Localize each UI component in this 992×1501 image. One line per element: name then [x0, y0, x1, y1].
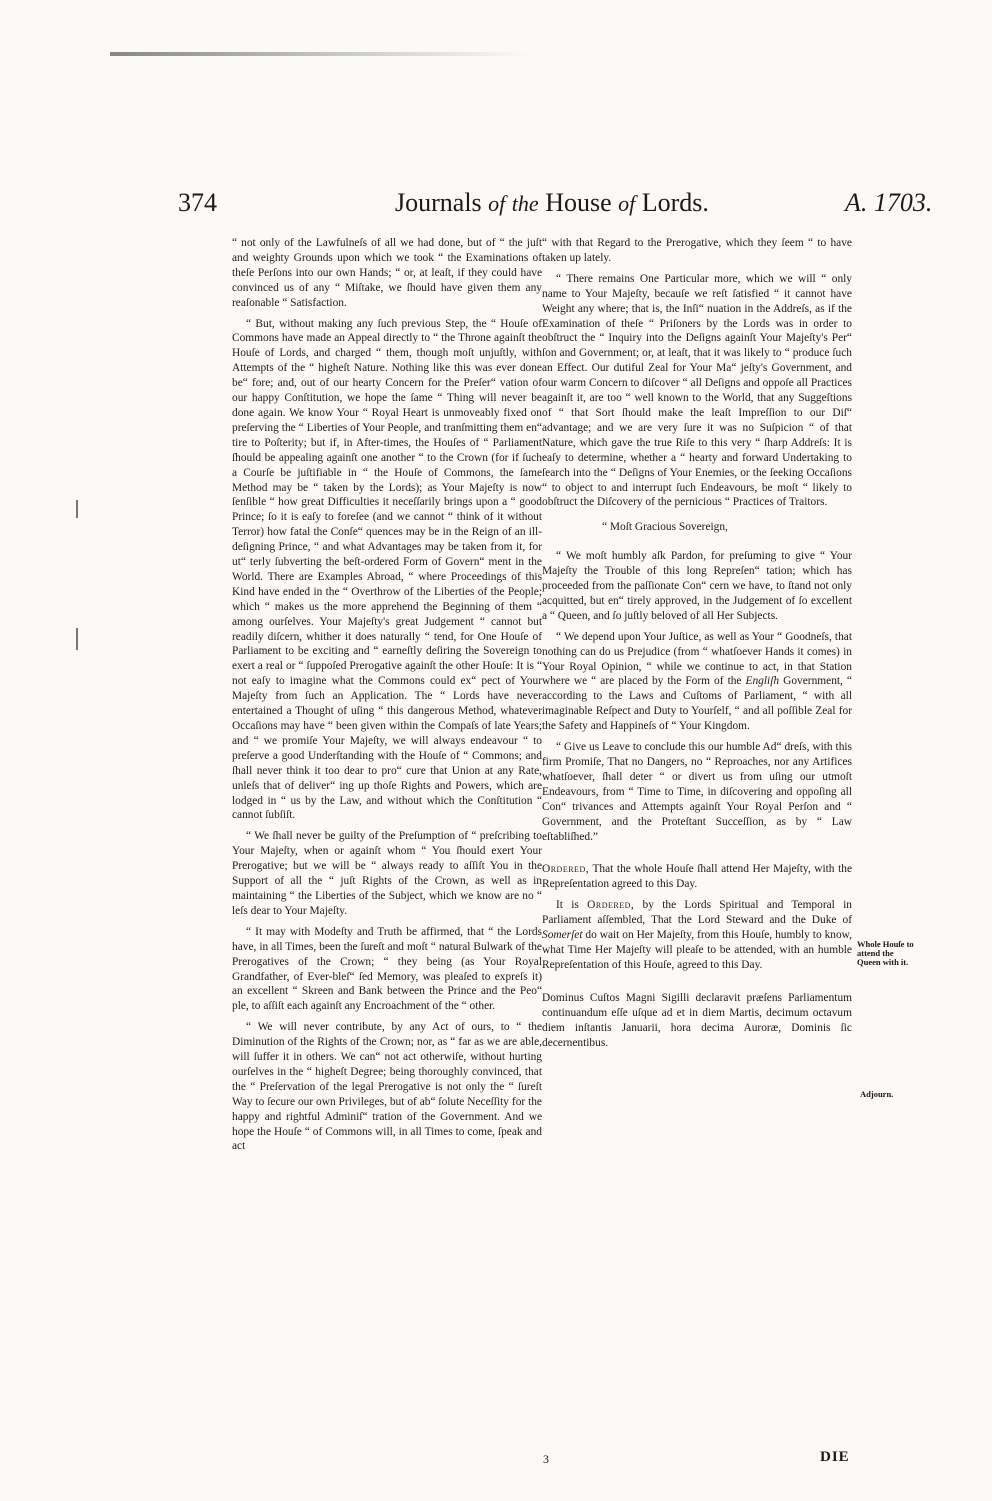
salutation: “ Moſt Gracious Sovereign,	[602, 521, 728, 534]
order-attend: Ordered, That the whole Houſe ſhall attend Her Majeſty, with the Repreſentation agreed to this Day.	[542, 863, 852, 891]
paragraph: “ We will never contribute, by any Act of ours, to “ the Diminution of the Rights of the Crown; nor, as “ far as we are able, will ſuffer it in others. We can“ not act otherwiſe, without hurting ourſelves in the “ higheſt Degree; being thoroughly convinced, that the “ Preſervation of the legal Prerogative is not only the “ ſureſt Way to ſecure our own Privileges, but of ab“ ſolute Neceſſity for the happy and rightful Adminiſ“ tration of the Government. And we hope the Houſe “ of Commons will, in all Times to come, ſpeak and act	[232, 1021, 542, 1153]
paragraph: “ There remains One Particular more, which we will “ only name to Your Majeſty, becauſe we reſt ſatisfied “ it cannot have Weight any where; that is, the Inſi“ nuation in the Addreſs, as if the Examination of theſe “ Priſoners by the Lords was in order to obſtruct the “ Inquiry into the Deſigns againſt Your Majeſty's Per“ ſon and Government; or, at leaſt, that it was likely to “ produce ſuch an Effect. Our dutiful Zeal for Your Ma“ jeſty's Government, and our warm Concern to diſcover “ all Deſigns and oppoſe all Practices againſt it, are too “ well known to the World, that any Suggeſtions of “ that Sort ſhould make the leaſt Impreſſion to our Diſ“ advantage; and we are very ſure it was no Suſpicion “ of that Nature, which gave the true Riſe to this very “ ſharp Addreſs: It is eaſy to determine, whether a “ hearty and forward Undertaking to ſearch into the “ Deſigns of Your Enemies, or the ſeeking Occaſions “ to object to and interrupt ſuch Endeavours, be moſt “ likely to obſtruct the Diſcovery of the pernicious “ Practices of Traitors.	[542, 272, 852, 509]
page-number: 374	[178, 188, 217, 217]
running-title: Journals of the House of Lords.	[395, 188, 709, 217]
scan-edge-mark	[76, 500, 78, 518]
order-wait: It is Ordered, by the Lords Spiritual and Temporal in Parliament aſſembled, That the Lord Steward and the Duke of Somerſet do wait on Her Majeſty, from this Houſe, humbly to know, what Time Her Majeſty will pleaſe to be attended, with an humble Repreſentation of this Houſe, agreed to this Day.	[542, 899, 852, 971]
paragraph: “ It may with Modeſty and Truth be affirmed, that “ the Lords have, in all Times, been the ſureſt and moſt “ natural Bulwark of the Prerogatives of the Crown; “ they being (as Your Royal Grandfather, of Ever-bleſ“ ſed Memory, was pleaſed to expreſs it) an excellent “ Skreen and Bank between the Prince and the Peo“ ple, to aſſiſt each againſt any Encroachment of the “ other.	[232, 925, 542, 1013]
paragraph: “ We ſhall never be guilty of the Preſumption of “ preſcribing to Your Majeſty, when or againſt whom “ You ſhould exert Your Prerogative; but we will be “ always ready to aſſiſt You in the Support of all the “ juſt Rights of the Crown, as well as in maintaining “ the Liberties of the Subject, which we know are no “ leſs dear to Your Majeſty.	[232, 830, 542, 917]
paragraph: “ Give us Leave to conclude this our humble Ad“ dreſs, with this firm Promiſe, That no Dangers, no “ Reproaches, nor any Artifices whatſoever, ſhall deter “ or divert us from uſing our utmoſt Endeavours, from “ Time to Time, in diſcovering and oppoſing all Con“ trivances and Attempts againſt Your Royal Perſon and “ Government, and the Proteſtant Succeſſion, as by “ Law eſtabliſhed.”	[542, 741, 852, 843]
adjournment: Dominus Cuſtos Magni Sigilli declaravit præſens Parliamentum continuandum eſſe uſque ad et in diem Martis, decimum octavum diem inſtantis Januarii, hora decima Auroræ, Dominis ſic decernentibus.	[542, 991, 852, 1049]
signature-mark: 3	[543, 1452, 549, 1466]
margin-note-adjourn: Adjourn.	[860, 1089, 894, 1099]
paragraph: “ not only of the Lawfulneſs of all we had done, but of “ the juſt and weighty Grounds upon which we took “ the Examinations of theſe Perſons into our own Hands; “ or, at leaſt, if they could have convinced us of any “ Miſtake, we ſhould have given them any reaſonable “ Satisfaction.	[232, 237, 542, 309]
scan-edge-mark	[76, 628, 78, 650]
paragraph: “ We moſt humbly aſk Pardon, for preſuming to give “ Your Majeſty the Trouble of this long Repreſen“ tation; which has proceeded from the paſſionate Con“ cern we have, to ſtand not only acquitted, but en“ tirely approved, in the Judgement of ſo excellent a “ Queen, and ſo juſtly beloved of all Her Subjects.	[542, 550, 852, 622]
catchword: DIE	[820, 1449, 850, 1465]
paragraph: “ with that Regard to the Prerogative, which they ſeem “ to have taken up lately.	[542, 237, 852, 264]
scan-artifact	[110, 52, 530, 56]
year: A. 1703.	[845, 188, 933, 217]
right-column	[542, 236, 852, 1056]
margin-note-whole-house: Whole Houſe to attend the Queen with it.	[857, 939, 914, 967]
paragraph: “ We depend upon Your Juſtice, as well as Your “ Goodneſs, that nothing can do us Prejudice (from “ whatſoever Hands it comes) in Your Royal Opinion, “ while we continue to act, in that Station where we “ are placed by the Form of the Engliſh Government, “ according to the Laws and Cuſtoms of Parliament, “ with all imaginable Reſpect and Duty to Yourſelf, “ and all poſſible Zeal for the Safety and Happineſs of “ Your Kingdom.	[542, 630, 852, 733]
paragraph: “ But, without making any ſuch previous Step, the “ Houſe of Commons have made an Appeal directly to “ the Throne againſt the Houſe of Lords, and charged “ them, though moſt unjuſtly, with Attempts of the “ higheſt Nature. Nothing like this was ever done be“ fore; and, out of our hearty Concern for the Preſer“ vation of our happy Conſtitution, we hope the ſame “ Thing will never be done again. We know Your “ Royal Heart is unmoveably fixed on preſerving the “ Liberties of Your People, and tranſmitting them en“ tire to Poſterity; but if, in After-times, the Houſes of “ Parliament ſhould be appealing againſt one another “ to the Crown (for if ſuch a Courſe be juſtifiable in “ the Houſe of Commons, the ſame Method may be “ taken by the Lords); as Your Majeſty is now ſenſible “ how great Difficulties it neceſſarily brings upon a “ good Prince; ſo it is eaſy to foreſee (and we cannot “ think of it without Terror) how fatal the Conſe“ quences may be in the Reign of an ill-deſigning Prince, “ and what Advantages may be taken from it, for ut“ terly ſubverting the beſt-ordered Form of Govern“ ment in the World. There are Examples Abroad, “ where Proceedings of this Kind have ended in the “ Overthrow of the Liberties of the People; which “ makes us the more apprehend the Beginning of them “ among ourſelves. Your Majeſty's great Judgement “ cannot but readily diſcern, whither it does naturally “ tend, for One Houſe of Parliament to be exciting and “ earneſtly deſiring the Sovereign to exert a real or “ ſuppoſed Prerogative againſt the other Houſe: It is “ not eaſy to imagine what the Commons could ex“ pect of Your Majeſty from ſuch an Application. The “ Lords have never entertained a Thought of uſing “ this dangerous Method, whatever Occaſions may have “ been given within the Compaſs of late Years; and “ we promiſe Your Majeſty, we will always endeavour “ to preſerve a good Underſtanding with the Houſe of “ Commons; and ſhall never think it too dear to pro“ cure that Union at any Rate, unleſs that of deliver“ ing up thoſe Rights and Powers, which are lodged in “ us by the Law, and without which the Conſtitution “ cannot ſubſiſt.	[232, 317, 542, 822]
running-header	[0, 188, 992, 228]
left-column	[232, 236, 542, 1160]
